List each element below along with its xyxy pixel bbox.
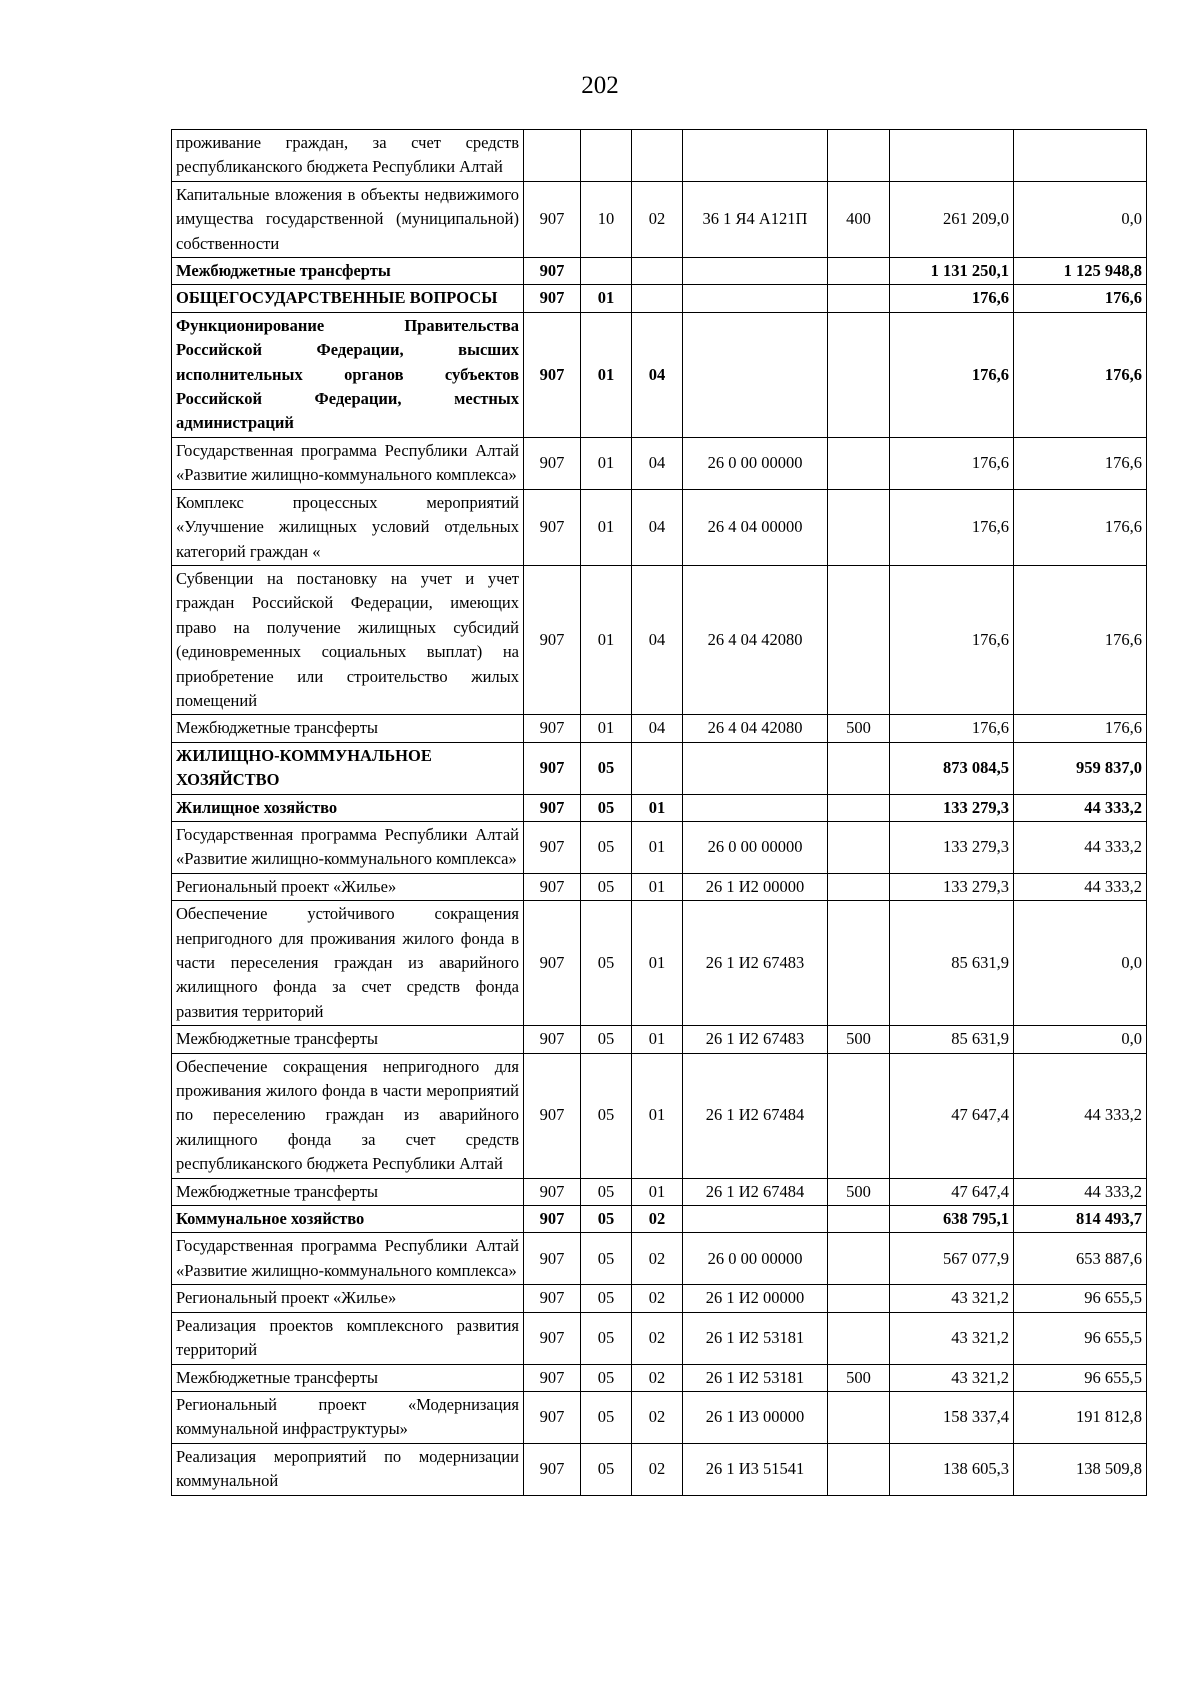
expense-type-cell: 500: [828, 1178, 890, 1205]
section-code-cell: 01: [581, 565, 632, 714]
row-name-cell: Капитальные вложения в объекты недвижимого имущества государственной (муниципальной) собственности: [172, 181, 524, 257]
table-row: [172, 1443, 1147, 1495]
target-article-cell: 26 1 И2 00000: [683, 1285, 828, 1312]
subsection-code-cell: 02: [632, 1206, 683, 1233]
subsection-code-cell: 02: [632, 1285, 683, 1312]
row-name-cell: Межбюджетные трансферты: [172, 715, 524, 742]
section-code-cell: 05: [581, 1285, 632, 1312]
subsection-code-cell: 02: [632, 1443, 683, 1495]
amount-year1-cell: 85 631,9: [890, 1026, 1014, 1053]
subsection-code-cell: 02: [632, 1312, 683, 1364]
expense-type-cell: [828, 285, 890, 312]
amount-year2-cell: 138 509,8: [1014, 1443, 1147, 1495]
amount-year2-cell: 1 125 948,8: [1014, 258, 1147, 285]
amount-year2-cell: 44 333,2: [1014, 821, 1147, 873]
section-code-cell: 05: [581, 1178, 632, 1205]
subsection-code-cell: 04: [632, 715, 683, 742]
admin-code-cell: 907: [524, 821, 581, 873]
table-row: [172, 901, 1147, 1026]
target-article-cell: [683, 794, 828, 821]
table-row: [172, 1178, 1147, 1205]
expense-type-cell: [828, 130, 890, 182]
table-row: [172, 312, 1147, 437]
amount-year2-cell: 176,6: [1014, 489, 1147, 565]
admin-code-cell: 907: [524, 565, 581, 714]
section-code-cell: 01: [581, 437, 632, 489]
expense-type-cell: 500: [828, 1364, 890, 1391]
row-name-cell: Региональный проект «Жилье»: [172, 1285, 524, 1312]
amount-year2-cell: 44 333,2: [1014, 873, 1147, 900]
admin-code-cell: 907: [524, 285, 581, 312]
target-article-cell: 26 4 04 42080: [683, 565, 828, 714]
subsection-code-cell: 01: [632, 1178, 683, 1205]
amount-year1-cell: 176,6: [890, 565, 1014, 714]
table-row: [172, 821, 1147, 873]
amount-year2-cell: 176,6: [1014, 285, 1147, 312]
admin-code-cell: 907: [524, 901, 581, 1026]
row-name-cell: Реализация мероприятий по модернизации коммунальной: [172, 1443, 524, 1495]
subsection-code-cell: [632, 285, 683, 312]
row-name-cell: Межбюджетные трансферты: [172, 1364, 524, 1391]
target-article-cell: 26 1 И2 00000: [683, 873, 828, 900]
row-name-cell: Государственная программа Республики Алтай «Развитие жилищно-коммунального комплекса»: [172, 821, 524, 873]
row-name-cell: Региональный проект «Модернизация коммунальной инфраструктуры»: [172, 1391, 524, 1443]
expense-type-cell: [828, 1443, 890, 1495]
row-name-cell: ЖИЛИЩНО-КОММУНАЛЬНОЕ ХОЗЯЙСТВО: [172, 742, 524, 794]
amount-year1-cell: 176,6: [890, 312, 1014, 437]
subsection-code-cell: 04: [632, 437, 683, 489]
section-code-cell: 01: [581, 715, 632, 742]
amount-year1-cell: 43 321,2: [890, 1364, 1014, 1391]
admin-code-cell: [524, 130, 581, 182]
target-article-cell: 26 1 И2 67484: [683, 1053, 828, 1178]
row-name-cell: Жилищное хозяйство: [172, 794, 524, 821]
row-name-cell: Комплекс процессных мероприятий «Улучшение жилищных условий отдельных категорий граждан «: [172, 489, 524, 565]
admin-code-cell: 907: [524, 715, 581, 742]
amount-year1-cell: 43 321,2: [890, 1312, 1014, 1364]
row-name-cell: Межбюджетные трансферты: [172, 258, 524, 285]
amount-year2-cell: 44 333,2: [1014, 1053, 1147, 1178]
amount-year1-cell: 176,6: [890, 285, 1014, 312]
amount-year1-cell: [890, 130, 1014, 182]
amount-year2-cell: 191 812,8: [1014, 1391, 1147, 1443]
table-row: [172, 1233, 1147, 1285]
subsection-code-cell: [632, 742, 683, 794]
amount-year2-cell: 0,0: [1014, 181, 1147, 257]
admin-code-cell: 907: [524, 1285, 581, 1312]
amount-year2-cell: [1014, 130, 1147, 182]
target-article-cell: 26 0 00 00000: [683, 821, 828, 873]
amount-year1-cell: 261 209,0: [890, 181, 1014, 257]
target-article-cell: [683, 285, 828, 312]
table-body: [172, 130, 1147, 1496]
row-name-cell: Межбюджетные трансферты: [172, 1178, 524, 1205]
target-article-cell: 26 4 04 00000: [683, 489, 828, 565]
amount-year2-cell: 44 333,2: [1014, 1178, 1147, 1205]
subsection-code-cell: 04: [632, 565, 683, 714]
amount-year2-cell: 653 887,6: [1014, 1233, 1147, 1285]
amount-year1-cell: 85 631,9: [890, 901, 1014, 1026]
expense-type-cell: 500: [828, 1026, 890, 1053]
table-row: [172, 1053, 1147, 1178]
admin-code-cell: 907: [524, 1391, 581, 1443]
target-article-cell: 26 1 И2 67483: [683, 901, 828, 1026]
expense-type-cell: [828, 794, 890, 821]
target-article-cell: 26 0 00 00000: [683, 437, 828, 489]
section-code-cell: 10: [581, 181, 632, 257]
target-article-cell: [683, 258, 828, 285]
section-code-cell: 05: [581, 1312, 632, 1364]
target-article-cell: [683, 742, 828, 794]
row-name-cell: ОБЩЕГОСУДАРСТВЕННЫЕ ВОПРОСЫ: [172, 285, 524, 312]
admin-code-cell: 907: [524, 489, 581, 565]
admin-code-cell: 907: [524, 742, 581, 794]
budget-table: [171, 129, 1147, 1496]
subsection-code-cell: 01: [632, 1026, 683, 1053]
table-row: [172, 794, 1147, 821]
expense-type-cell: [828, 901, 890, 1026]
table-row: [172, 437, 1147, 489]
subsection-code-cell: 02: [632, 181, 683, 257]
admin-code-cell: 907: [524, 1443, 581, 1495]
amount-year2-cell: 96 655,5: [1014, 1312, 1147, 1364]
section-code-cell: 05: [581, 873, 632, 900]
subsection-code-cell: 04: [632, 312, 683, 437]
table-row: [172, 1206, 1147, 1233]
amount-year1-cell: 176,6: [890, 489, 1014, 565]
expense-type-cell: [828, 1206, 890, 1233]
admin-code-cell: 907: [524, 258, 581, 285]
amount-year1-cell: 1 131 250,1: [890, 258, 1014, 285]
table-row: [172, 130, 1147, 182]
section-code-cell: [581, 130, 632, 182]
target-article-cell: 26 1 И2 67483: [683, 1026, 828, 1053]
admin-code-cell: 907: [524, 1026, 581, 1053]
section-code-cell: 01: [581, 312, 632, 437]
amount-year2-cell: 176,6: [1014, 715, 1147, 742]
expense-type-cell: [828, 437, 890, 489]
subsection-code-cell: 02: [632, 1391, 683, 1443]
admin-code-cell: 907: [524, 794, 581, 821]
table-row: [172, 565, 1147, 714]
table-row: [172, 1364, 1147, 1391]
row-name-cell: Межбюджетные трансферты: [172, 1026, 524, 1053]
row-name-cell: Государственная программа Республики Алтай «Развитие жилищно-коммунального комплекса»: [172, 1233, 524, 1285]
expense-type-cell: 400: [828, 181, 890, 257]
admin-code-cell: 907: [524, 1364, 581, 1391]
amount-year2-cell: 96 655,5: [1014, 1285, 1147, 1312]
row-name-cell: Коммунальное хозяйство: [172, 1206, 524, 1233]
expense-type-cell: [828, 742, 890, 794]
expense-type-cell: [828, 1312, 890, 1364]
table-row: [172, 285, 1147, 312]
row-name-cell: Государственная программа Республики Алтай «Развитие жилищно-коммунального комплекса»: [172, 437, 524, 489]
admin-code-cell: 907: [524, 1233, 581, 1285]
admin-code-cell: 907: [524, 312, 581, 437]
subsection-code-cell: [632, 258, 683, 285]
table-row: [172, 715, 1147, 742]
target-article-cell: 26 1 И3 51541: [683, 1443, 828, 1495]
admin-code-cell: 907: [524, 1053, 581, 1178]
admin-code-cell: 907: [524, 181, 581, 257]
table-row: [172, 489, 1147, 565]
target-article-cell: 26 1 И2 53181: [683, 1364, 828, 1391]
amount-year1-cell: 158 337,4: [890, 1391, 1014, 1443]
amount-year1-cell: 567 077,9: [890, 1233, 1014, 1285]
target-article-cell: [683, 1206, 828, 1233]
row-name-cell: Реализация проектов комплексного развития территорий: [172, 1312, 524, 1364]
amount-year1-cell: 176,6: [890, 715, 1014, 742]
section-code-cell: 05: [581, 742, 632, 794]
expense-type-cell: [828, 489, 890, 565]
table-row: [172, 1026, 1147, 1053]
expense-type-cell: 500: [828, 715, 890, 742]
table-row: [172, 742, 1147, 794]
expense-type-cell: [828, 565, 890, 714]
admin-code-cell: 907: [524, 1312, 581, 1364]
row-name-cell: Обеспечение устойчивого сокращения непригодного для проживания жилого фонда в части переселения граждан из аварийного жилищного фонда за счет средств фонда развития территорий: [172, 901, 524, 1026]
target-article-cell: 26 1 И2 67484: [683, 1178, 828, 1205]
table-row: [172, 258, 1147, 285]
amount-year1-cell: 43 321,2: [890, 1285, 1014, 1312]
section-code-cell: 05: [581, 821, 632, 873]
amount-year2-cell: 44 333,2: [1014, 794, 1147, 821]
amount-year2-cell: 176,6: [1014, 312, 1147, 437]
target-article-cell: 36 1 Я4 А121П: [683, 181, 828, 257]
target-article-cell: 26 0 00 00000: [683, 1233, 828, 1285]
expense-type-cell: [828, 258, 890, 285]
amount-year2-cell: 814 493,7: [1014, 1206, 1147, 1233]
table-row: [172, 181, 1147, 257]
expense-type-cell: [828, 821, 890, 873]
amount-year2-cell: 176,6: [1014, 565, 1147, 714]
subsection-code-cell: 02: [632, 1233, 683, 1285]
section-code-cell: 05: [581, 1026, 632, 1053]
section-code-cell: 05: [581, 901, 632, 1026]
section-code-cell: 05: [581, 1364, 632, 1391]
amount-year2-cell: 176,6: [1014, 437, 1147, 489]
section-code-cell: 01: [581, 285, 632, 312]
amount-year1-cell: 138 605,3: [890, 1443, 1014, 1495]
table-row: [172, 1391, 1147, 1443]
row-name-cell: Субвенции на постановку на учет и учет граждан Российской Федерации, имеющих право на получение жилищных субсидий (единовременных социальных выплат) на приобретение или строительство жилых помещений: [172, 565, 524, 714]
row-name-cell: Функционирование Правительства Российской Федерации, высших исполнительных органов субъектов Российской Федерации, местных администраций: [172, 312, 524, 437]
page-number: 202: [581, 72, 619, 99]
section-code-cell: 05: [581, 1443, 632, 1495]
subsection-code-cell: 01: [632, 901, 683, 1026]
section-code-cell: [581, 258, 632, 285]
section-code-cell: 05: [581, 794, 632, 821]
admin-code-cell: 907: [524, 1206, 581, 1233]
section-code-cell: 05: [581, 1206, 632, 1233]
row-name-cell: проживание граждан, за счет средств республиканского бюджета Республики Алтай: [172, 130, 524, 182]
target-article-cell: 26 4 04 42080: [683, 715, 828, 742]
admin-code-cell: 907: [524, 437, 581, 489]
admin-code-cell: 907: [524, 1178, 581, 1205]
amount-year1-cell: 133 279,3: [890, 794, 1014, 821]
amount-year1-cell: 47 647,4: [890, 1053, 1014, 1178]
table-row: [172, 1312, 1147, 1364]
target-article-cell: 26 1 И2 53181: [683, 1312, 828, 1364]
admin-code-cell: 907: [524, 873, 581, 900]
row-name-cell: Региональный проект «Жилье»: [172, 873, 524, 900]
target-article-cell: [683, 130, 828, 182]
amount-year2-cell: 96 655,5: [1014, 1364, 1147, 1391]
target-article-cell: [683, 312, 828, 437]
section-code-cell: 05: [581, 1233, 632, 1285]
subsection-code-cell: 01: [632, 821, 683, 873]
amount-year2-cell: 0,0: [1014, 901, 1147, 1026]
row-name-cell: Обеспечение сокращения непригодного для проживания жилого фонда в части мероприятий по переселению граждан из аварийного жилищного фонда за счет средств республиканского бюджета Республики Алтай: [172, 1053, 524, 1178]
amount-year1-cell: 873 084,5: [890, 742, 1014, 794]
amount-year2-cell: 959 837,0: [1014, 742, 1147, 794]
expense-type-cell: [828, 1053, 890, 1178]
subsection-code-cell: 01: [632, 873, 683, 900]
amount-year1-cell: 133 279,3: [890, 873, 1014, 900]
subsection-code-cell: 01: [632, 1053, 683, 1178]
expense-type-cell: [828, 1391, 890, 1443]
table-row: [172, 873, 1147, 900]
amount-year2-cell: 0,0: [1014, 1026, 1147, 1053]
subsection-code-cell: 01: [632, 794, 683, 821]
subsection-code-cell: 04: [632, 489, 683, 565]
subsection-code-cell: 02: [632, 1364, 683, 1391]
amount-year1-cell: 133 279,3: [890, 821, 1014, 873]
expense-type-cell: [828, 1233, 890, 1285]
target-article-cell: 26 1 И3 00000: [683, 1391, 828, 1443]
amount-year1-cell: 47 647,4: [890, 1178, 1014, 1205]
table-row: [172, 1285, 1147, 1312]
expense-type-cell: [828, 312, 890, 437]
amount-year1-cell: 638 795,1: [890, 1206, 1014, 1233]
section-code-cell: 05: [581, 1391, 632, 1443]
expense-type-cell: [828, 1285, 890, 1312]
subsection-code-cell: [632, 130, 683, 182]
section-code-cell: 01: [581, 489, 632, 565]
amount-year1-cell: 176,6: [890, 437, 1014, 489]
section-code-cell: 05: [581, 1053, 632, 1178]
expense-type-cell: [828, 873, 890, 900]
